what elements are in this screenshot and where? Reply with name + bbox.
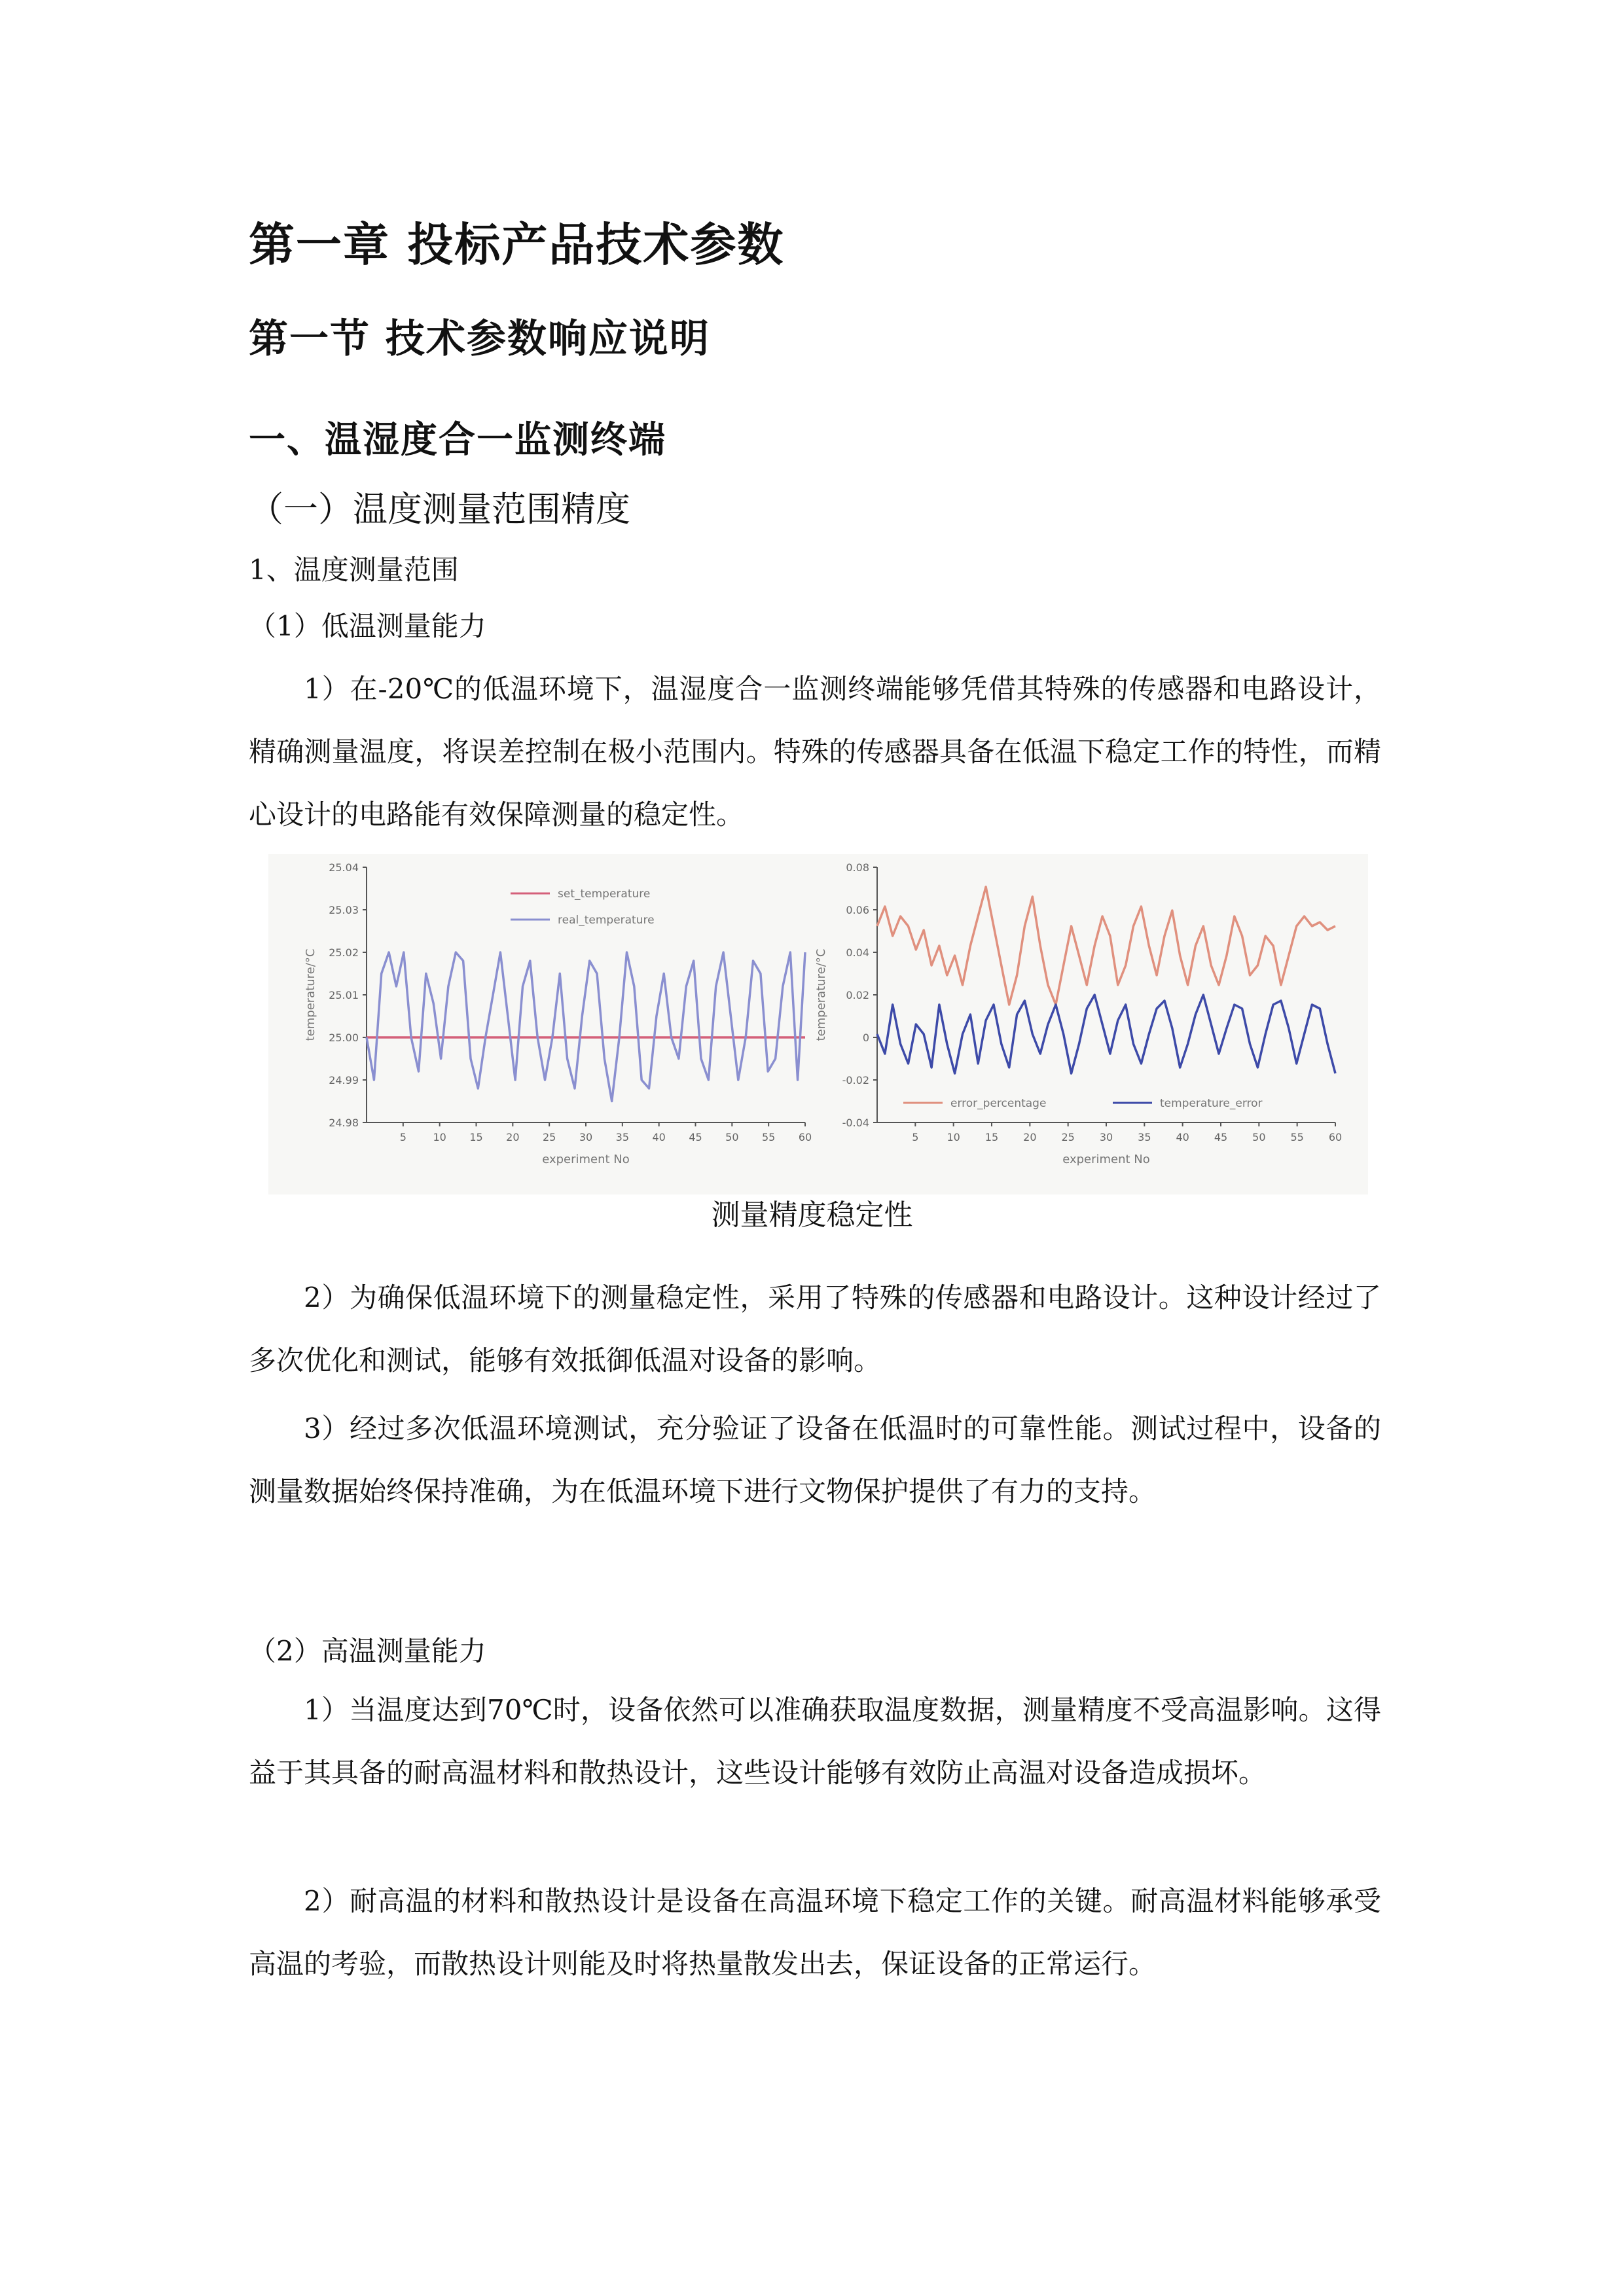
paragraph-low-2: 2）为确保低温环境下的测量稳定性，采用了特殊的传感器和电路设计。这种设计经过了多次优化和测试，能够有效抵御低温对设备的影响。 [249,1282,1381,1376]
subsection-title: 一、温湿度合一监测终端 [249,419,666,461]
y-tick-label: 0 [862,1031,869,1044]
x-tick-label: 25 [1061,1131,1075,1143]
x-tick-label: 55 [761,1131,776,1143]
y-tick-label: 25.04 [329,861,359,874]
x-tick-label: 20 [1023,1131,1037,1143]
y-tick-label: 25.00 [329,1031,359,1044]
paragraph-high-1: 1）当温度达到70℃时，设备依然可以准确获取温度数据，测量精度不受高温影响。这得益于其具备的耐高温材料和散热设计，这些设计能够有效防止高温对设备造成损坏。 [249,1694,1381,1789]
legend-label: temperature_error [1160,1097,1263,1110]
y-tick-label: 0.06 [846,904,869,916]
y-tick-label: 0.08 [846,861,869,874]
x-axis-label: experiment No [1062,1153,1150,1166]
legend-label: set_temperature [558,888,651,901]
y-tick-label: 25.01 [329,989,359,1001]
item-title: （一）温度测量范围精度 [249,490,630,529]
y-tick-label: 0.02 [846,989,869,1001]
y-tick-label: 25.02 [329,946,359,959]
x-tick-label: 15 [469,1131,483,1143]
section-title: 第一节 技术参数响应说明 [249,316,710,362]
x-tick-label: 40 [652,1131,666,1143]
y-tick-label: 24.99 [329,1074,359,1086]
sub-point-low-title: （1）低温测量能力 [249,610,486,642]
x-tick-label: 50 [725,1131,739,1143]
sub-point-high-title: （2）高温测量能力 [249,1635,486,1667]
legend-label: error_percentage [950,1097,1047,1110]
paragraph-high-2: 2）耐高温的材料和散热设计是设备在高温环境下稳定工作的关键。耐高温材料能够承受高温的考验，而散热设计则能及时将热量散发出去，保证设备的正常运行。 [249,1885,1381,1980]
y-axis-label: temperature/°C [814,948,828,1041]
x-tick-label: 30 [1099,1131,1113,1143]
charts-svg [268,854,1368,1194]
y-tick-label: -0.04 [842,1117,869,1129]
x-tick-label: 40 [1176,1131,1189,1143]
y-tick-label: 25.03 [329,904,359,916]
y-axis-label: temperature/°C [304,948,317,1041]
x-tick-label: 20 [506,1131,520,1143]
paragraph-low-3: 3）经过多次低温环境测试，充分验证了设备在低温时的可靠性能。测试过程中，设备的测量数据始终保持准确，为在低温环境下进行文物保护提供了有力的支持。 [249,1412,1381,1507]
x-tick-label: 45 [689,1131,702,1143]
x-tick-label: 60 [798,1131,812,1143]
x-tick-label: 15 [984,1131,999,1143]
y-tick-label: -0.02 [842,1074,869,1086]
chapter-title: 第一章 投标产品技术参数 [249,218,785,272]
y-tick-label: 24.98 [329,1117,359,1129]
paragraph-low-1: 1）在-20℃的低温环境下，温湿度合一监测终端能够凭借其特殊的传感器和电路设计，精确测量温度，将误差控制在极小范围内。特殊的传感器具备在低温下稳定工作的特性，而精心设计的电路能有效保障测量的稳定性。 [249,673,1381,831]
x-tick-label: 60 [1328,1131,1343,1143]
x-tick-label: 50 [1252,1131,1266,1143]
x-tick-label: 45 [1214,1131,1228,1143]
y-tick-label: 0.04 [846,946,869,959]
accuracy-stability-figure [268,854,1368,1194]
x-tick-label: 5 [912,1131,919,1143]
x-tick-label: 35 [615,1131,630,1143]
x-tick-label: 5 [399,1131,406,1143]
x-tick-label: 25 [542,1131,556,1143]
figure-caption: 测量精度稳定性 [711,1198,913,1232]
x-tick-label: 10 [433,1131,446,1143]
x-tick-label: 55 [1290,1131,1304,1143]
x-tick-label: 35 [1138,1131,1151,1143]
x-tick-label: 10 [947,1131,960,1143]
point-title: 1、温度测量范围 [249,554,459,586]
legend-label: real_temperature [558,914,655,927]
x-axis-label: experiment No [542,1153,630,1166]
x-tick-label: 30 [579,1131,593,1143]
